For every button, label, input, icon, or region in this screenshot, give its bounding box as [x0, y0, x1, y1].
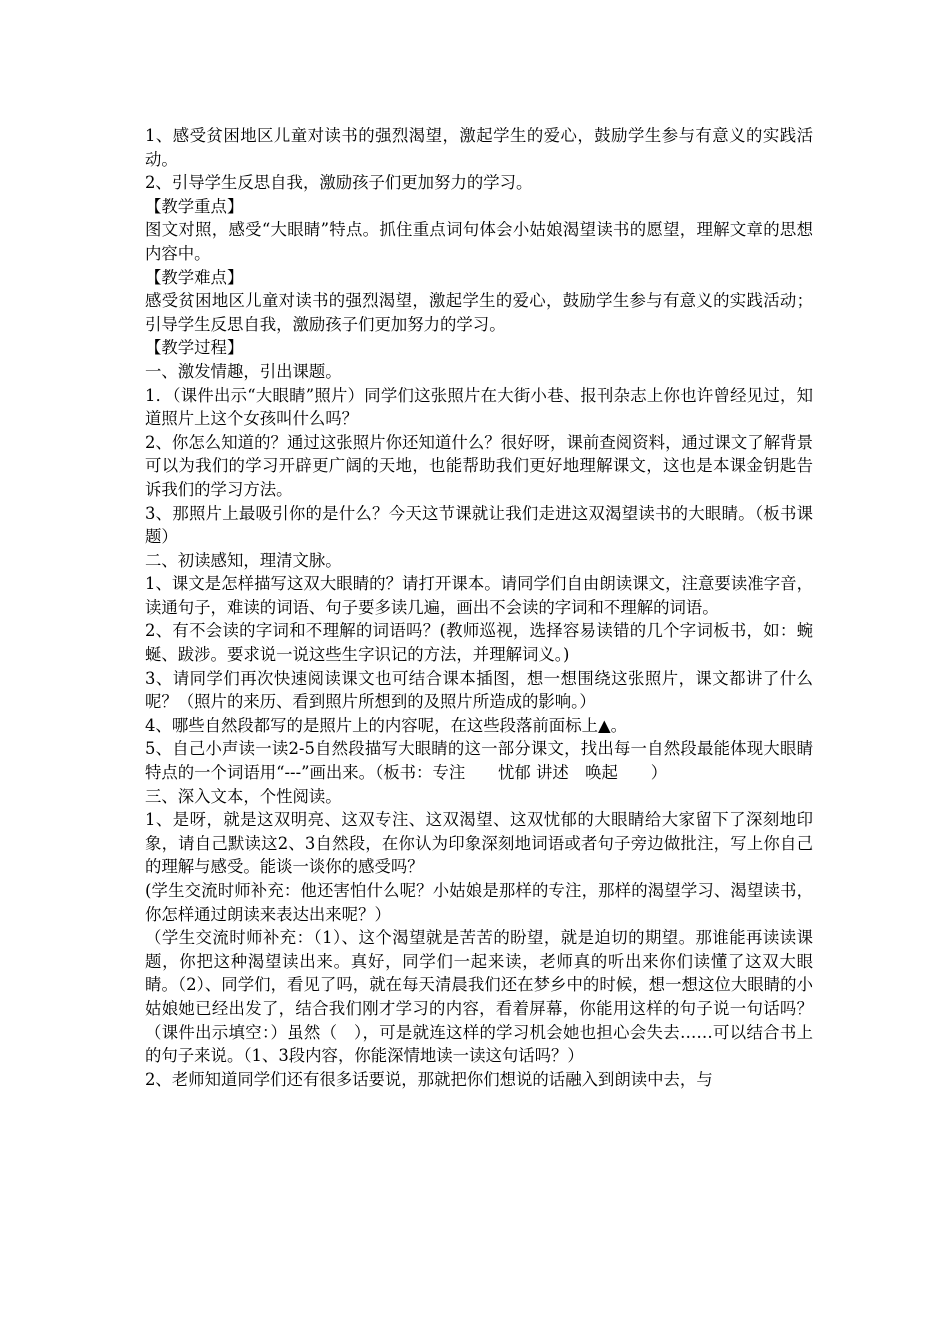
heading-key-points: 【教学重点】 [145, 196, 244, 216]
objective-2: 2、引导学生反思自我，激励孩子们更加努力的学习。 [145, 173, 533, 193]
section-2-title: 二、初读感知，理清文脉。 [145, 550, 342, 570]
document-page [145, 124, 813, 1091]
section-1-step-1: 1．（课件出示“大眼睛”照片）同学们这张照片在大街小巷、报刊杂志上你也许曾经见过，知道照片上这个女孩叫什么吗？ [145, 385, 813, 429]
section-2-step-3: 3、请同学们再次快速阅读课文也可结合课本插图，想一想围绕这张照片，课文都讲了什么呢？（照片的来历、看到照片所想到的及照片所造成的影响。） [145, 668, 813, 712]
key-points-text: 图文对照，感受“大眼睛”特点。抓住重点词句体会小姑娘渴望读书的愿望，理解文章的思想内容中。 [145, 220, 813, 263]
section-1-step-2: 2、你怎么知道的？通过这张照片你还知道什么？很好呀，课前查阅资料，通过课文了解背景可以为我们的学习开辟更广阔的天地，也能帮助我们更好地理解课文，这也是本课金钥匙告诉我们的学习方法。 [145, 432, 813, 499]
section-2-step-1: 1、课文是怎样描写这双大眼睛的？请打开课本。请同学们自由朗读课文，注意要读准字音，读通句子，难读的词语、句子要多读几遍，画出不会读的字词和不理解的词语。 [145, 574, 813, 617]
section-3-title: 三、深入文本，个性阅读。 [145, 786, 342, 806]
section-1-title: 一、激发情趣，引出课题。 [145, 361, 342, 381]
difficulties-text: 感受贫困地区儿童对读书的强烈渴望，激起学生的爱心，鼓励学生参与有意义的实践活动；引导学生反思自我，激励孩子们更加努力的学习。 [145, 291, 813, 334]
section-2-step-4: 4、哪些自然段都写的是照片上的内容呢，在这些段落前面标上▲。 [145, 715, 627, 735]
section-1-step-3: 3、那照片上最吸引你的是什么？今天这节课就让我们走进这双渴望读书的大眼睛。（板书课题） [145, 503, 813, 547]
section-3-step-1: 1、是呀，就是这双明亮、这双专注、这双渴望、这双忧郁的大眼睛给大家留下了深刻地印象，请自己默读这2、3自然段，在你认为印象深刻地词语或者句子旁边做批注，写上你自己的理解与感受。能谈一谈你的感受吗？ [145, 810, 813, 877]
teacher-note-1: (学生交流时师补充：他还害怕什么呢？小姑娘是那样的专注，那样的渴望学习、渴望读书，你怎样通过朗读来表达出来呢？） [145, 881, 813, 924]
heading-process: 【教学过程】 [145, 338, 244, 358]
section-3-step-2: 2、老师知道同学们还有很多话要说，那就把你们想说的话融入到朗读中去，与 [145, 1069, 713, 1089]
heading-difficulties: 【教学难点】 [145, 267, 244, 287]
teacher-note-2: （学生交流时师补充：（1）、这个渴望就是苦苦的盼望，就是迫切的期望。那谁能再读读课题，你把这种渴望读出来。真好，同学们一起来读，老师真的听出来你们读懂了这双大眼睛。（2）、同学们，看见了吗，就在每天清晨我们还在梦乡中的时候，想一想这位大眼睛的小姑娘她已经出发了，结合我们刚才学习的内容，看着屏幕，你能用这样的句子说一句话吗？（课件出示填空：）虽然（ ），可是就连这样的学习机会她也担心会失去……可以结合书上的句子来说。（1、3段内容，你能深情地读一读这句话吗？） [145, 928, 813, 1066]
objective-1: 1、感受贫困地区儿童对读书的强烈渴望，激起学生的爱心，鼓励学生参与有意义的实践活动。 [145, 126, 813, 169]
section-2-step-5: 5、自己小声读一读2-5自然段描写大眼睛的这一部分课文，找出每一自然段最能体现大眼睛特点的一个词语用“---”画出来。（板书：专注 忧郁 讲述 唤起 ） [145, 739, 813, 783]
section-2-step-2: 2、有不会读的字词和不理解的词语吗？(教师巡视，选择容易读错的几个字词板书，如：蜿蜒、跋涉。要求说一说这些生字识记的方法，并理解词义。) [145, 621, 813, 665]
